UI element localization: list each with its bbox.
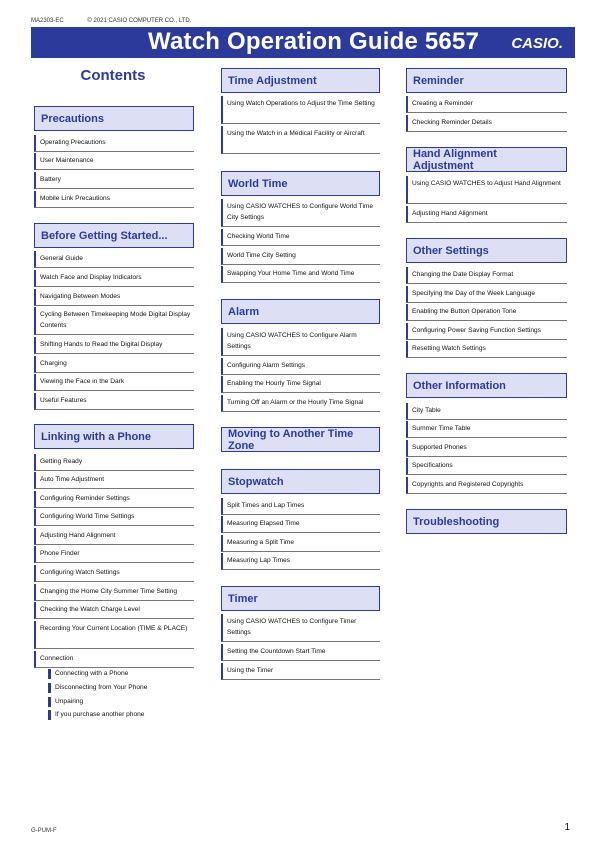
toc-link[interactable]: Turning Off an Alarm or the Hourly Time Signal	[221, 395, 380, 412]
section-moving-to-another-time-zone[interactable]: Moving to Another Time Zone	[221, 427, 380, 452]
toc-link[interactable]: Supported Phones	[406, 440, 567, 457]
header-meta	[31, 18, 213, 24]
toc-link[interactable]: Configuring Reminder Settings	[34, 491, 194, 508]
toc-link[interactable]: Specifications	[406, 458, 567, 475]
section-hand-alignment-adjustment[interactable]: Hand Alignment Adjustment	[406, 147, 567, 172]
toc-link[interactable]: Using the Watch in a Medical Facility or Aircraft	[221, 126, 380, 154]
toc-link[interactable]: World Time City Setting	[221, 248, 380, 265]
section-other-settings[interactable]: Other Settings	[406, 238, 567, 263]
section-troubleshooting[interactable]: Troubleshooting	[406, 509, 567, 534]
casio-logo: CASIO.	[511, 35, 563, 52]
toc-link[interactable]: Configuring Power Saving Function Settings	[406, 323, 567, 340]
toc-link[interactable]: Copyrights and Registered Copyrights	[406, 477, 567, 494]
toc-link[interactable]: Operating Precautions	[34, 135, 194, 152]
section-linking-with-a-phone[interactable]: Linking with a Phone	[34, 424, 194, 449]
toc-link[interactable]: Specifying the Day of the Week Language	[406, 286, 567, 303]
toc-link[interactable]: Adjusting Hand Alignment	[406, 206, 567, 223]
title-banner	[31, 27, 575, 58]
toc-link[interactable]: Split Times and Lap Times	[221, 498, 380, 515]
toc-link[interactable]: Changing the Date Display Format	[406, 267, 567, 284]
toc-link[interactable]: Charging	[34, 356, 194, 373]
page-number: 1	[564, 822, 570, 833]
toc-link[interactable]: Measuring Lap Times	[221, 553, 380, 570]
toc-link[interactable]: Checking World Time	[221, 229, 380, 246]
toc-link[interactable]: Useful Features	[34, 393, 194, 410]
toc-link[interactable]: Navigating Between Modes	[34, 289, 194, 306]
page-title: Watch Operation Guide 5657	[148, 28, 480, 55]
toc-link[interactable]: User Maintenance	[34, 153, 194, 170]
toc-link[interactable]: Using CASIO WATCHES to Adjust Hand Alignment	[406, 176, 567, 204]
toc-sublink[interactable]: Disconnecting from Your Phone	[48, 683, 194, 693]
toc-link[interactable]: Changing the Home City Summer Time Setting	[34, 584, 194, 601]
section-stopwatch[interactable]: Stopwatch	[221, 469, 380, 494]
toc-link[interactable]: Watch Face and Display Indicators	[34, 270, 194, 287]
toc-link[interactable]: City Table	[406, 403, 567, 420]
section-alarm[interactable]: Alarm	[221, 299, 380, 324]
toc-link[interactable]: Swapping Your Home Time and World Time	[221, 266, 380, 283]
toc-link[interactable]: Phone Finder	[34, 546, 194, 563]
section-precautions[interactable]: Precautions	[34, 106, 194, 131]
footer-code: G-PUM-F	[31, 828, 57, 834]
toc-link[interactable]: Enabling the Button Operation Tone	[406, 304, 567, 321]
doc-code: MA2303-EC	[31, 18, 64, 24]
copyright: © 2021 CASIO COMPUTER CO., LTD.	[87, 18, 192, 24]
toc-link[interactable]: Getting Ready	[34, 454, 194, 471]
toc-link[interactable]: Resetting Watch Settings	[406, 341, 567, 358]
toc-link[interactable]: Measuring a Split Time	[221, 535, 380, 552]
toc-link[interactable]: Setting the Countdown Start Time	[221, 644, 380, 661]
toc-link[interactable]: Using the Timer	[221, 663, 380, 680]
toc-link[interactable]: Using CASIO WATCHES to Configure Alarm Settings	[221, 328, 380, 356]
toc-link[interactable]: Checking Reminder Details	[406, 115, 567, 132]
toc-link[interactable]: Cycling Between Timekeeping Mode Digital Display Contents	[34, 307, 194, 335]
toc-link[interactable]: Shifting Hands to Read the Digital Display	[34, 337, 194, 354]
toc-link[interactable]: Configuring Watch Settings	[34, 565, 194, 582]
section-before-getting-started[interactable]: Before Getting Started...	[34, 223, 194, 248]
toc-link[interactable]: Configuring Alarm Settings	[221, 358, 380, 375]
toc-sublink[interactable]: If you purchase another phone	[48, 710, 194, 720]
section-time-adjustment[interactable]: Time Adjustment	[221, 68, 380, 93]
toc-link[interactable]: Creating a Reminder	[406, 96, 567, 113]
toc-link[interactable]: Adjusting Hand Alignment	[34, 528, 194, 545]
section-other-information[interactable]: Other Information	[406, 373, 567, 398]
toc-link[interactable]: Using CASIO WATCHES to Configure Timer Settings	[221, 614, 380, 642]
toc-link[interactable]: Mobile Link Precautions	[34, 191, 194, 208]
section-world-time[interactable]: World Time	[221, 171, 380, 196]
toc-link[interactable]: Using CASIO WATCHES to Configure World Time City Settings	[221, 199, 380, 227]
toc-link[interactable]: Configuring World Time Settings	[34, 509, 194, 526]
toc-link[interactable]: Battery	[34, 172, 194, 189]
toc-link[interactable]: Connection	[34, 651, 194, 668]
section-timer[interactable]: Timer	[221, 586, 380, 611]
toc-link[interactable]: Checking the Watch Charge Level	[34, 602, 194, 619]
toc-link[interactable]: Recording Your Current Location (TIME & PLACE)	[34, 621, 194, 649]
contents-heading: Contents	[80, 67, 146, 84]
toc-sublink[interactable]: Unpairing	[48, 697, 194, 707]
toc-link[interactable]: Using Watch Operations to Adjust the Time Setting	[221, 96, 380, 124]
toc-link[interactable]: General Guide	[34, 251, 194, 268]
toc-link[interactable]: Summer Time Table	[406, 421, 567, 438]
toc-sublink[interactable]: Connecting with a Phone	[48, 669, 194, 679]
toc-link[interactable]: Measuring Elapsed Time	[221, 516, 380, 533]
toc-link[interactable]: Enabling the Hourly Time Signal	[221, 376, 380, 393]
toc-link[interactable]: Auto Time Adjustment	[34, 472, 194, 489]
section-reminder[interactable]: Reminder	[406, 68, 567, 93]
toc-link[interactable]: Viewing the Face in the Dark	[34, 374, 194, 391]
